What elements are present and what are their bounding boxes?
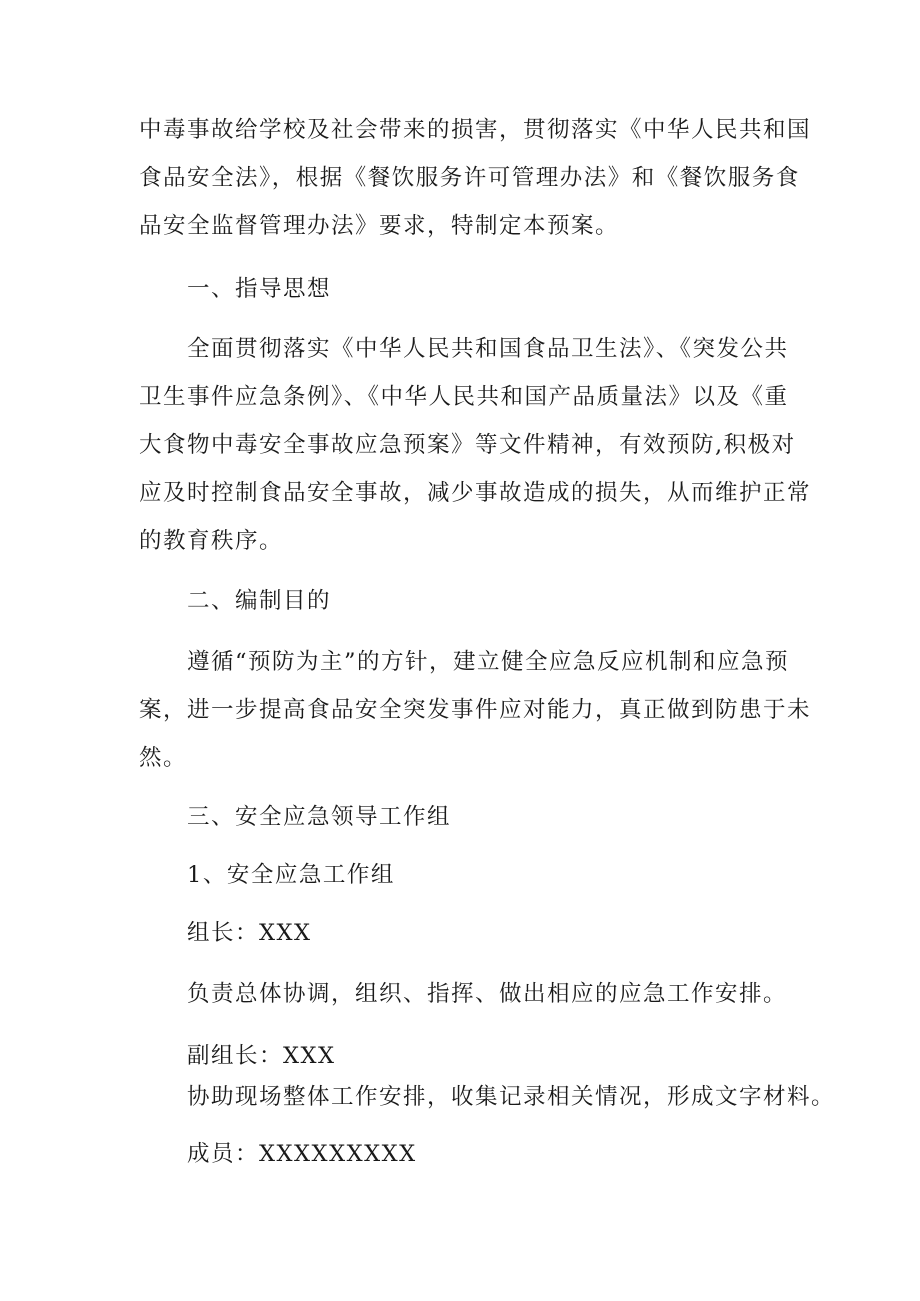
- text-line-3: 品安全监督管理办法》要求，特制定本预案。: [139, 213, 620, 239]
- section-heading-1: 一、指导思想: [187, 276, 332, 302]
- text-line-12: 案，进一步提高食品安全突发事件应对能力，真正做到防患于未: [139, 697, 812, 723]
- text-line-7: 大食物中毒安全事故应急预案》等文件精神，有效预防,积极对: [139, 432, 796, 458]
- subsection-heading: 1、安全应急工作组: [187, 862, 395, 888]
- section-heading-2: 二、编制目的: [187, 588, 332, 614]
- text-line-5: 全面贯彻落实《中华人民共和国食品卫生法》、《突发公共: [187, 336, 789, 362]
- text-line-6: 卫生事件应急条例》、《中华人民共和国产品质量法》以及《重: [139, 384, 789, 410]
- text-line-2: 食品安全法》，根据《餐饮服务许可管理办法》和《餐饮服务食: [139, 165, 800, 191]
- team-leader: 组长：XXX: [187, 920, 312, 946]
- team-members: 成员：XXXXXXXXX: [187, 1141, 417, 1167]
- text-line-13: 然。: [139, 745, 188, 771]
- deputy-leader: 副组长：XXX: [187, 1043, 336, 1069]
- text-line-11: 遵循“预防为主”的方针，建立健全应急反应机制和应急预: [187, 649, 790, 675]
- text-line-1: 中毒事故给学校及社会带来的损害，贯彻落实《中华人民共和国: [139, 117, 812, 143]
- section-heading-3: 三、安全应急领导工作组: [187, 804, 452, 830]
- team-leader-duty: 负责总体协调，组织、指挥、做出相应的应急工作安排。: [187, 981, 788, 1007]
- text-line-8: 应及时控制食品安全事故，减少事故造成的损失，从而维护正常: [139, 480, 812, 506]
- text-line-9: 的教育秩序。: [139, 528, 284, 554]
- deputy-leader-duty: 协助现场整体工作安排，收集记录相关情况，形成文字材料。: [187, 1084, 836, 1110]
